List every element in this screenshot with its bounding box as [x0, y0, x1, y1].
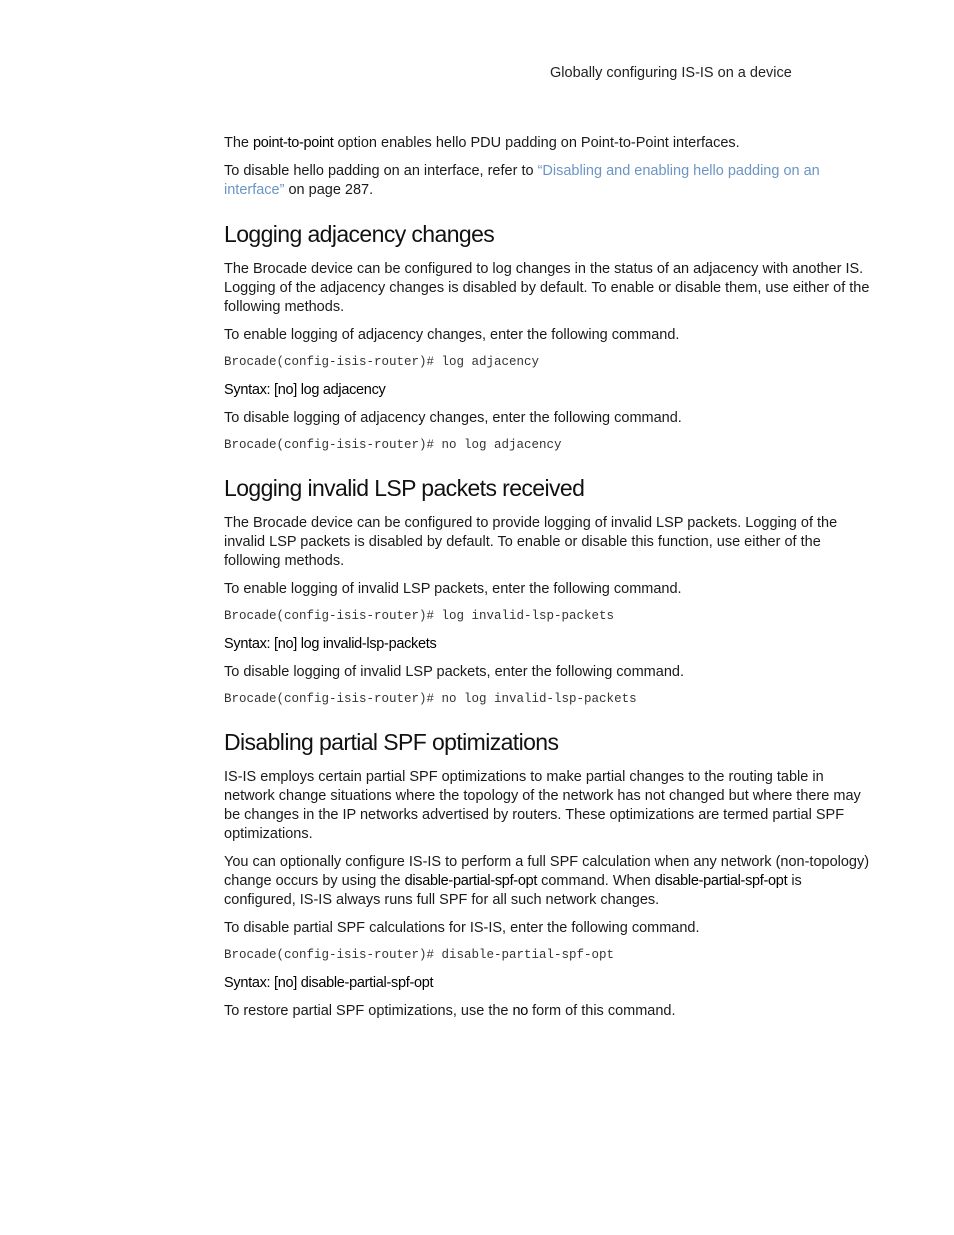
text: form of this command.	[528, 1003, 676, 1019]
code-example: Brocade(config-isis-router)# no log invalid-lsp-packets	[224, 692, 637, 706]
section-heading-partial-spf: Disabling partial SPF optimizations	[224, 729, 559, 755]
text: command. When	[537, 873, 655, 889]
paragraph: To disable logging of adjacency changes, enter the following command.	[224, 410, 682, 426]
paragraph: IS-IS employs certain partial SPF optimizations to make partial changes to the routing table in network change situations where the topology of the network has not changed but where there may be changes in the IP networks advertised by routers. These optimizations are termed partial SPF optimizations.	[224, 769, 861, 842]
paragraph	[224, 853, 872, 910]
intro-paragraph-2	[224, 162, 872, 200]
paragraph: The Brocade device can be configured to provide logging of invalid LSP packets. Logging of the invalid LSP packets is disabled by default. To enable or disable this function, use either of the following methods.	[224, 515, 838, 569]
page-content	[224, 134, 872, 1030]
section-heading-invalid-lsp: Logging invalid LSP packets received	[224, 475, 585, 501]
text: option enables hello PDU padding on Point-to-Point interfaces.	[333, 135, 740, 151]
text: To restore partial SPF optimizations, use the	[224, 1003, 513, 1019]
cross-reference-link[interactable]: “Disabling and enabling hello padding on an interface”	[224, 163, 820, 198]
paragraph: To disable logging of invalid LSP packets, enter the following command.	[224, 664, 684, 680]
text: To disable hello padding on an interface, refer to	[224, 163, 538, 179]
paragraph: To enable logging of invalid LSP packets, enter the following command.	[224, 581, 682, 597]
syntax-line: Syntax: [no] disable-partial-spf-opt	[224, 975, 434, 991]
paragraph: To disable partial SPF calculations for IS-IS, enter the following command.	[224, 920, 700, 936]
code-example: Brocade(config-isis-router)# no log adjacency	[224, 438, 562, 452]
code-example: Brocade(config-isis-router)# log adjacency	[224, 355, 540, 369]
text: The	[224, 135, 254, 151]
intro-paragraph-1	[224, 134, 872, 153]
keyword-disable-partial-spf-opt: disable-partial-spf-opt	[404, 873, 538, 889]
syntax-line: Syntax: [no] log adjacency	[224, 382, 386, 398]
paragraph: The Brocade device can be configured to log changes in the status of an adjacency with another IS. Logging of the adjacency changes is disabled by default. To enable or disable them, use either of the following methods.	[224, 261, 870, 315]
section-heading-adjacency: Logging adjacency changes	[224, 221, 495, 247]
keyword-point-to-point: point-to-point	[253, 135, 334, 151]
syntax-line: Syntax: [no] log invalid-lsp-packets	[224, 636, 437, 652]
text: You can optionally configure IS-IS to perform a full SPF calculation when any network (non-topology) change occurs by using the	[224, 854, 870, 889]
keyword-disable-partial-spf-opt: disable-partial-spf-opt	[654, 873, 788, 889]
running-header: Globally configuring IS-IS on a device	[550, 65, 792, 81]
text: on page 287.	[284, 182, 374, 198]
paragraph	[224, 1002, 872, 1021]
keyword-no: no	[512, 1003, 529, 1019]
code-example: Brocade(config-isis-router)# log invalid-lsp-packets	[224, 609, 615, 623]
code-example: Brocade(config-isis-router)# disable-partial-spf-opt	[224, 948, 615, 962]
paragraph: To enable logging of adjacency changes, enter the following command.	[224, 327, 680, 343]
text: is configured, IS-IS always runs full SPF for all such network changes.	[224, 873, 802, 908]
